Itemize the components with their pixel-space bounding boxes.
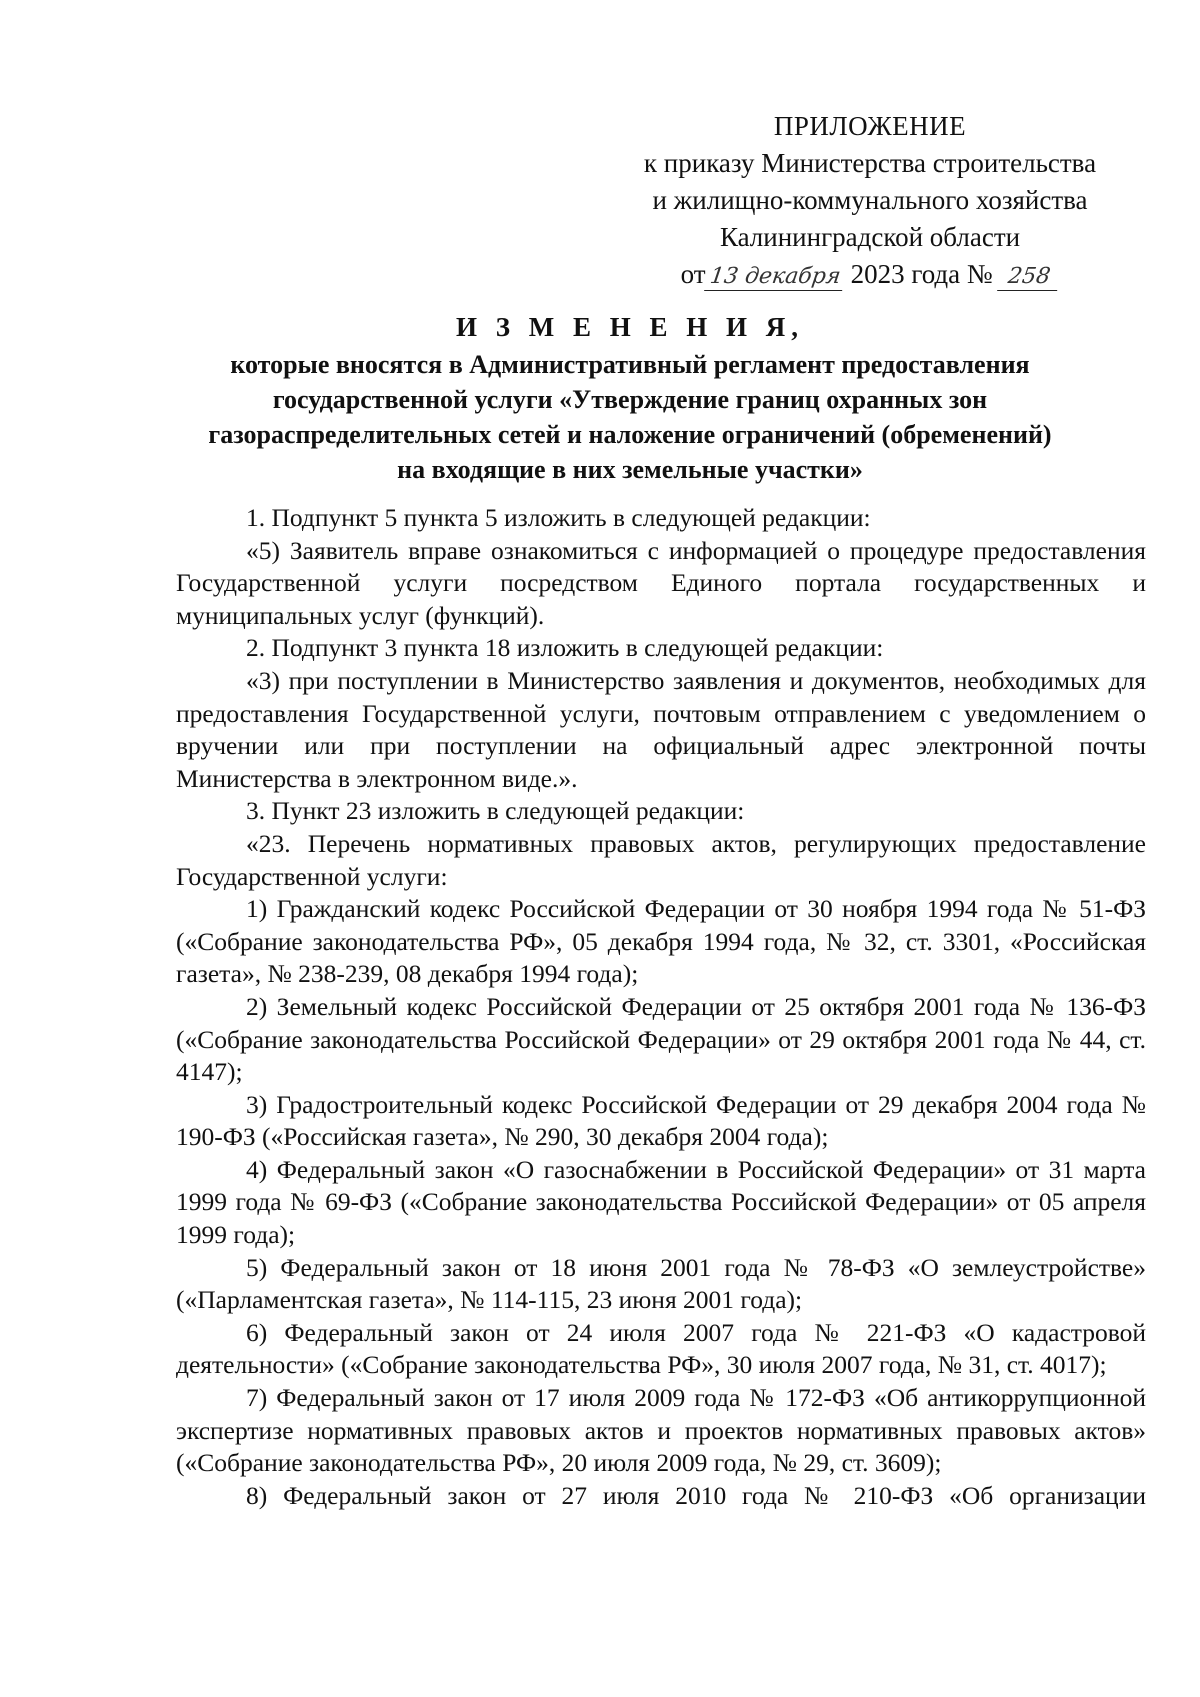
list-item-5: 5) Федеральный закон от 18 июня 2001 года № 78-ФЗ «О землеустройстве» («Парламентская газета», № 114-115, 23 июня 2001 года); — [176, 1252, 1146, 1315]
appendix-line-3: Калининградской области — [719, 222, 1021, 252]
appendix-header — [620, 108, 1120, 293]
list-item-7: 7) Федеральный закон от 17 июля 2009 года № 172-ФЗ «Об антикоррупционной экспертизе нормативных правовых актов и проектов нормативных правовых актов» («Собрание законодательства РФ», 20 июля 2009 года, № 29, ст. 3609); — [176, 1383, 1146, 1478]
appendix-date-line — [620, 256, 1120, 293]
appendix-line-2: и жилищно-коммунального хозяйства — [652, 185, 1088, 215]
appendix-title: ПРИЛОЖЕНИЕ — [773, 111, 967, 141]
paragraph-quote-23: «23. Перечень нормативных правовых актов, регулирующих предоставление Государственной услуги: — [176, 828, 1146, 891]
heading-line-4: на входящие в них земельные участки» — [397, 455, 863, 484]
paragraph-item-1: 1. Подпункт 5 пункта 5 изложить в следующей редакции: — [246, 503, 871, 532]
heading-line-3: газораспределительных сетей и наложение ограничений (обременений) — [208, 420, 1052, 449]
list-item-6: 6) Федеральный закон от 24 июля 2007 года № 221-ФЗ «О кадастровой деятельности» («Собрание законодательства РФ», 30 июля 2007 года, № 31, ст. 4017); — [176, 1317, 1146, 1380]
paragraph-item-2: 2. Подпункт 3 пункта 18 изложить в следующей редакции: — [246, 633, 884, 663]
list-item-3: 3) Градостроительный кодекс Российской Федерации от 29 декабря 2004 года № 190-ФЗ («Российская газета», № 290, 30 декабря 2004 года); — [176, 1089, 1146, 1152]
document-body — [176, 502, 1146, 1512]
appendix-line-1: к приказу Министерства строительства — [643, 148, 1097, 178]
heading-title: И З М Е Н Е Н И Я, — [455, 312, 804, 342]
document-heading — [160, 310, 1100, 487]
list-item-8: 8) Федеральный закон от 27 июля 2010 года № 210-ФЗ «Об организации — [246, 1480, 1146, 1510]
date-prefix: от — [680, 259, 706, 289]
list-item-4: 4) Федеральный закон «О газоснабжении в Российской Федерации» от 31 марта 1999 года № 69-ФЗ («Собрание законодательства Российской Федерации» от 05 апреля 1999 года); — [176, 1154, 1146, 1250]
list-item-2: 2) Земельный кодекс Российской Федерации от 25 октября 2001 года № 136-ФЗ («Собрание законодательства Российской Федерации» от 29 октября 2001 года № 44, ст. 4147); — [176, 991, 1146, 1087]
paragraph-quote-5: «5) Заявитель вправе ознакомиться с информацией о процедуре предоставления Государственной услуги посредством Единого портала государственных и муниципальных услуг (функций). — [176, 535, 1146, 630]
heading-line-2: государственной услуги «Утверждение границ охранных зон — [272, 385, 988, 414]
handwritten-date: 13 декабря — [704, 264, 846, 291]
year-text: 2023 года № — [850, 259, 993, 289]
paragraph-item-3: 3. Пункт 23 изложить в следующей редакции: — [246, 796, 745, 826]
handwritten-number: 258 — [998, 264, 1062, 291]
paragraph-quote-3: «3) при поступлении в Министерство заявления и документов, необходимых для предоставления Государственной услуги, почтовым отправлением с уведомлением о вручении или при поступлении на официальный адрес электронной почты Министерства в электронном виде.». — [176, 665, 1146, 793]
list-item-1: 1) Гражданский кодекс Российской Федерации от 30 ноября 1994 года № 51-ФЗ («Собрание законодательства РФ», 05 декабря 1994 года, № 32, ст. 3301, «Российская газета», № 238-239, 08 декабря 1994 года); — [176, 894, 1146, 989]
heading-line-1: которые вносятся в Административный регламент предоставления — [230, 350, 1030, 379]
